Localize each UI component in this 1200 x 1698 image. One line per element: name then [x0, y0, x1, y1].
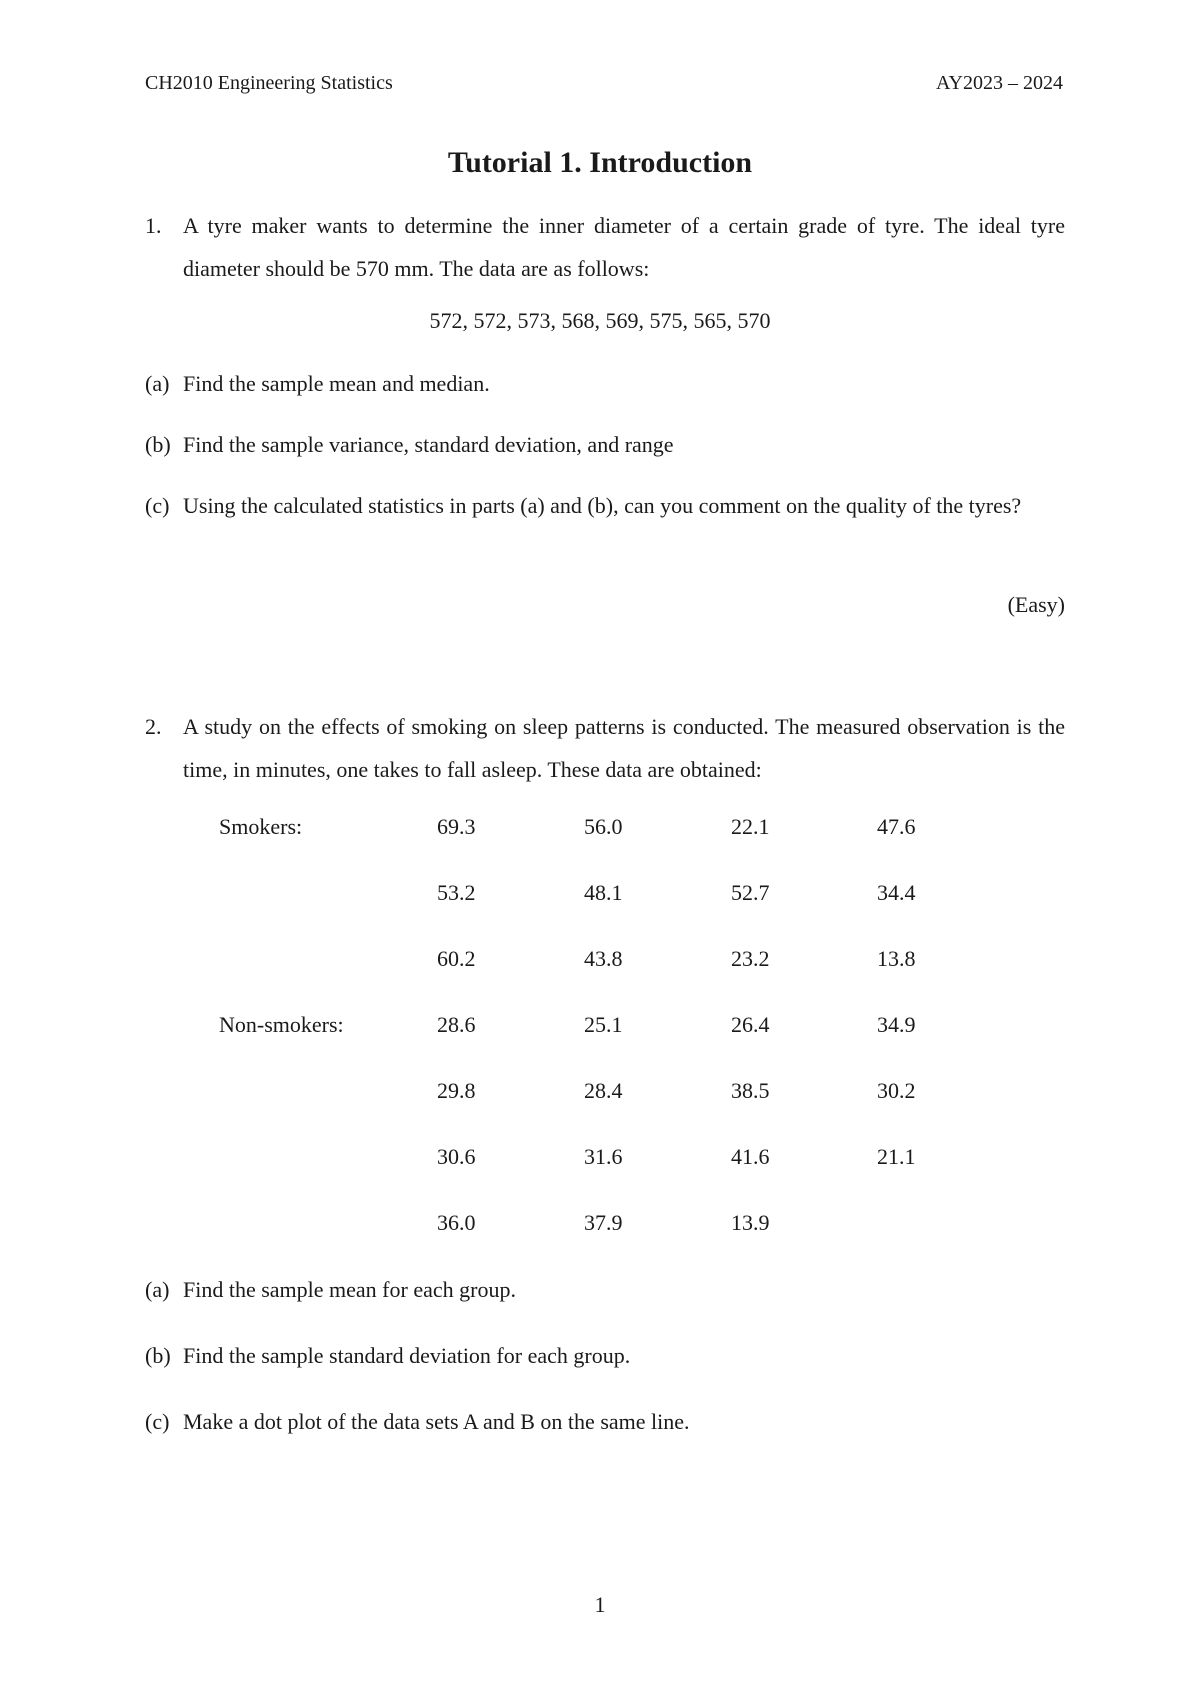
data-cell: 30.6: [437, 1144, 476, 1169]
data-cell: 34.9: [877, 1012, 916, 1037]
page-number: 1: [594, 1592, 606, 1617]
data-cell: 28.6: [437, 1012, 476, 1037]
data-cell: 28.4: [584, 1078, 623, 1103]
header-year: AY2023 – 2024: [935, 72, 1063, 94]
part-text: Find the sample variance, standard deviation, and range: [183, 432, 674, 457]
data-cell: 22.1: [731, 814, 770, 839]
question-2-part-c: [145, 1400, 1065, 1443]
data-cell: 29.8: [437, 1078, 476, 1103]
part-label: (a): [145, 1277, 170, 1302]
data-cell: 30.2: [877, 1078, 916, 1103]
page-title: Tutorial 1. Introduction: [447, 146, 753, 179]
question-1-number: 1.: [145, 213, 162, 238]
part-text: Make a dot plot of the data sets A and B on the same line.: [183, 1409, 690, 1434]
part-label: (c): [145, 493, 170, 518]
part-label: (a): [145, 371, 170, 396]
question-1-part-c: [145, 484, 1065, 527]
data-cell: 69.3: [437, 814, 476, 839]
data-cell: 25.1: [584, 1012, 623, 1037]
part-label: (b): [145, 1343, 171, 1368]
data-cell: 34.4: [877, 880, 916, 905]
part-text: Find the sample mean and median.: [183, 371, 490, 396]
question-2-number: 2.: [145, 714, 162, 739]
data-cell: 37.9: [584, 1210, 623, 1235]
question-2-part-b: [145, 1334, 1065, 1377]
part-label: (c): [145, 1409, 170, 1434]
question-1-text: A tyre maker wants to determine the inner diameter of a certain grade of tyre. The ideal tyre diameter should be 570 mm. The data are as follows:: [183, 213, 1065, 281]
data-cell: 23.2: [731, 946, 770, 971]
data-cell: 41.6: [731, 1144, 770, 1169]
data-cell: 36.0: [437, 1210, 476, 1235]
part-text: Using the calculated statistics in parts (a) and (b), can you comment on the quality of the tyres?: [183, 493, 1022, 518]
question-2: [145, 705, 1065, 791]
nonsmokers-label: Non-smokers:: [219, 1012, 344, 1037]
question-2-text: A study on the effects of smoking on sleep patterns is conducted. The measured observation is the time, in minutes, one takes to fall asleep. These data are obtained:: [183, 714, 1065, 782]
question-1-data: 572, 572, 573, 568, 569, 575, 565, 570: [429, 308, 771, 333]
part-text: Find the sample standard deviation for each group.: [183, 1343, 631, 1368]
data-cell: 13.9: [731, 1210, 770, 1235]
data-cell: 52.7: [731, 880, 770, 905]
data-cell: 43.8: [584, 946, 623, 971]
data-cell: 47.6: [877, 814, 916, 839]
data-cell: 60.2: [437, 946, 476, 971]
part-label: (b): [145, 432, 171, 457]
data-cell: 21.1: [877, 1144, 916, 1169]
question-1-difficulty: (Easy): [1007, 592, 1065, 617]
question-2-part-a: [145, 1268, 1065, 1311]
question-1-part-b: [145, 423, 1065, 466]
question-1: [145, 204, 1065, 290]
data-cell: 48.1: [584, 880, 623, 905]
part-text: Find the sample mean for each group.: [183, 1277, 516, 1302]
data-cell: 38.5: [731, 1078, 770, 1103]
data-cell: 31.6: [584, 1144, 623, 1169]
data-cell: 26.4: [731, 1012, 770, 1037]
header-course: CH2010 Engineering Statistics: [145, 72, 393, 94]
data-cell: 56.0: [584, 814, 623, 839]
data-cell: 53.2: [437, 880, 476, 905]
smokers-label: Smokers:: [219, 814, 303, 839]
data-cell: 13.8: [877, 946, 916, 971]
question-1-part-a: [145, 362, 1065, 405]
